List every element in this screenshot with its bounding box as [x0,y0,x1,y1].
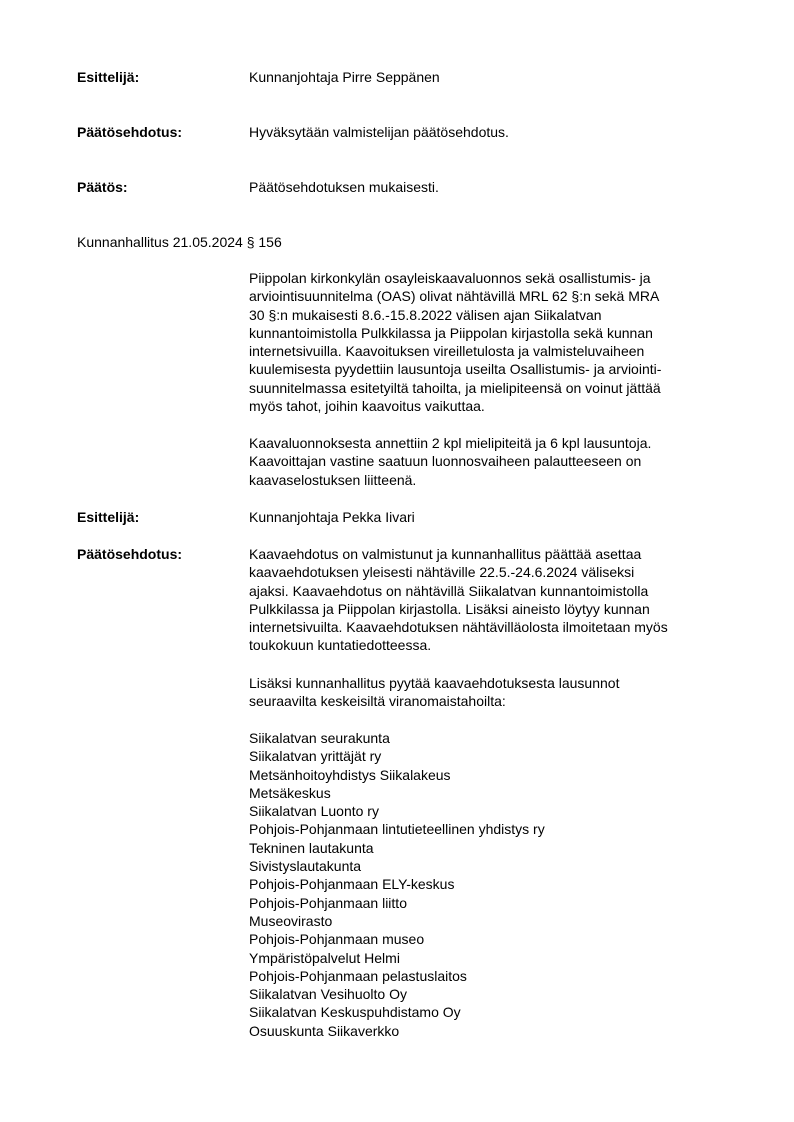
list-item: Pohjois-Pohjanmaan museo [249,931,425,948]
list-item: Sivistyslautakunta [249,858,362,875]
list-item: Pohjois-Pohjanmaan lintutieteellinen yhdistys ry [249,821,545,838]
proposal-paragraph [249,545,739,655]
text-line: Pulkkilassa ja Piippolan kirjastolla. Lisäksi aineisto löytyy kunnan [249,600,650,617]
text-line: kunnantoimistolla Pulkkilassa ja Piippolan kirjastolla sekä kunnan [249,324,653,341]
list-item: Metsänhoitoyhdistys Siikalakeus [249,766,451,783]
list-item: Osuuskunta Siikaverkko [249,1022,400,1039]
list-item: Siikalatvan yrittäjät ry [249,748,382,765]
request-paragraph [249,674,739,711]
text-line: Kaavaluonnoksesta annettiin 2 kpl mielipiteitä ja 6 kpl lausuntoja. [249,435,652,451]
list-item: Siikalatvan Luonto ry [249,803,379,820]
list-item: Siikalatvan seurakunta [249,730,390,746]
text-line: Kaavoittajan vastine saatuun luonnosvaiheen palautteeseen on [249,453,642,470]
proposal-label: Päätösehdotus: [77,546,183,562]
list-item: Ympäristöpalvelut Helmi [249,949,400,966]
proposal-value: Hyväksytään valmistelijan päätösehdotus. [249,124,509,140]
presenter-label: Esittelijä: [77,509,140,525]
text-line: internetsivuilta. Kaavaehdotuksen nähtävilläolosta ilmoitetaan myös [249,619,668,636]
list-item: Pohjois-Pohjanmaan ELY-keskus [249,876,455,893]
text-line: Kaavaehdotus on valmistunut ja kunnanhallitus päättää asettaa [249,546,642,562]
text-line: myös tahot, joihin kaavoitus vaikuttaa. [249,398,485,415]
text-line: kaavaehdotuksen yleisesti nähtäville 22.5.-24.6.2024 väliseksi [249,564,635,581]
decision-value: Päätösehdotuksen mukaisesti. [249,179,439,195]
text-line: ajaksi. Kaavaehdotus on nähtävillä Siikalatvan kunnantoimistolla [249,582,649,599]
intro-paragraph-1 [249,269,739,415]
presenter-label: Esittelijä: [77,69,140,85]
list-item: Pohjois-Pohjanmaan pelastuslaitos [249,967,467,984]
list-item: Museovirasto [249,912,333,929]
decision-label: Päätös: [77,179,128,195]
text-line: seuraavilta keskeisiltä viranomaistahoilta: [249,693,506,710]
text-line: kuulemisesta pyydettiin lausuntoja useilta Osallistumis- ja arviointi- [249,361,662,378]
text-line: Piippolan kirkonkylän osayleiskaavaluonnos sekä osallistumis- ja [249,270,651,286]
text-line: arviointisuunnitelma (OAS) olivat nähtävillä MRL 62 §:n sekä MRA [249,288,660,305]
session-heading: Kunnanhallitus 21.05.2024 § 156 [77,234,282,250]
list-item: Siikalatvan Keskuspuhdistamo Oy [249,1004,461,1021]
proposal-label: Päätösehdotus: [77,124,183,140]
text-line: 30 §:n mukaisesti 8.6.-15.8.2022 välisen ajan Siikalatvan [249,306,602,323]
list-item: Tekninen lautakunta [249,839,374,856]
text-line: Lisäksi kunnanhallitus pyytää kaavaehdotuksesta lausunnot [249,675,620,691]
authorities-list [249,729,545,1040]
list-item: Siikalatvan Vesihuolto Oy [249,986,407,1003]
text-line: toukokuun kuntatiedotteessa. [249,637,432,654]
text-line: internetsivuilla. Kaavoituksen vireilletulosta ja valmisteluvaiheen [249,343,645,360]
presenter-value: Kunnanjohtaja Pekka Iivari [249,509,415,525]
list-item: Pohjois-Pohjanmaan liitto [249,894,407,911]
list-item: Metsäkeskus [249,784,331,801]
intro-paragraph-2 [249,434,739,489]
presenter-value: Kunnanjohtaja Pirre Seppänen [249,69,440,85]
text-line: kaavaselostuksen liitteenä. [249,471,417,488]
text-line: suunnitelmassa esitetyiltä tahoilta, ja mielipiteensä on voinut jättää [249,379,661,396]
